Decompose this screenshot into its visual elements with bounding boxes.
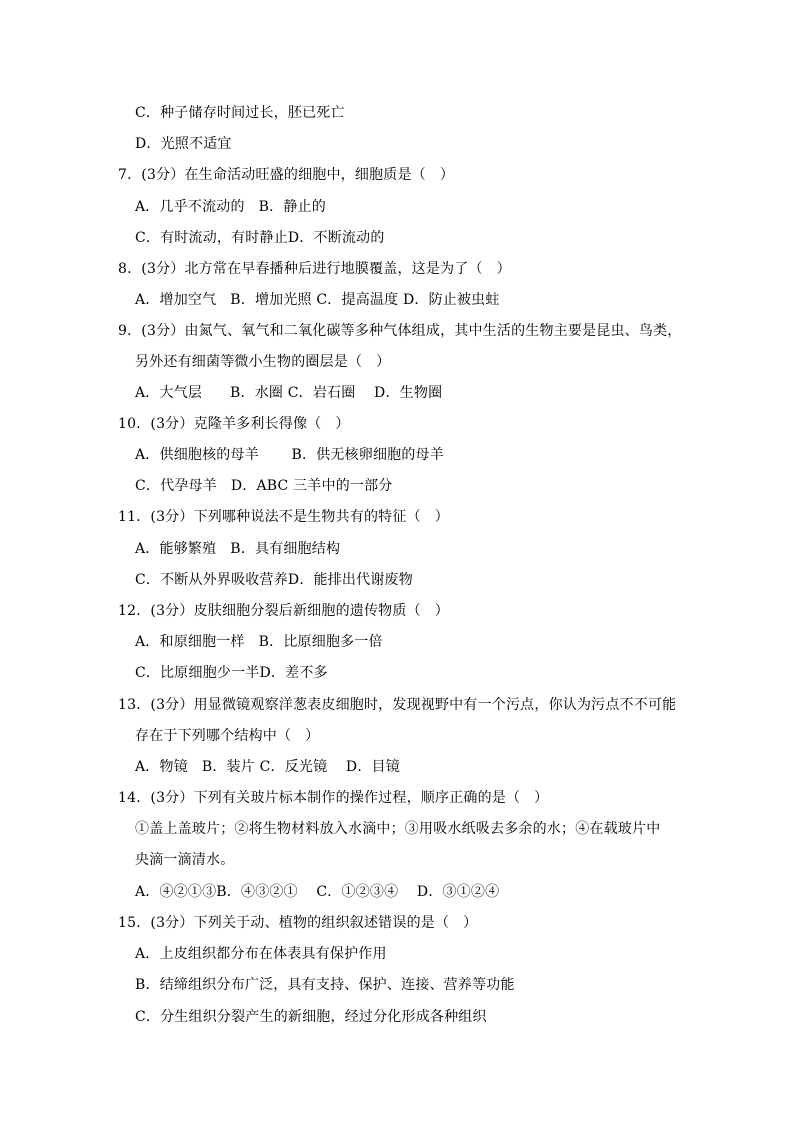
- option-line: C．有时流动，有时静止D．不断流动的: [135, 230, 385, 246]
- option-line: A．物镜 B．装片 C．反光镜 D．目镜: [135, 759, 400, 775]
- question-8: 8．(3分）北方常在早春播种后进行地膜覆盖，这是为了（ ）: [118, 261, 511, 277]
- option-line: D．光照不适宜: [135, 136, 232, 152]
- question-continuation: 另外还有细菌等微小生物的圈层是（ ）: [135, 354, 391, 370]
- option-line: A．供细胞核的母羊 B．供无核卵细胞的母羊: [135, 447, 444, 463]
- question-11: 11．(3分）下列哪种说法不是生物共有的特征（ ）: [118, 509, 449, 525]
- option-line: C．比原细胞少一半D．差不多: [135, 665, 328, 681]
- option-line: C．分生组织分裂产生的新细胞，经过分化形成各种组织: [135, 1009, 487, 1025]
- option-line: C．不断从外界吸收营养D．能排出代谢废物: [135, 572, 413, 588]
- question-9: 9．(3分）由氮气、氧气和二氧化碳等多种气体组成，其中生活的生物主要是昆虫、鸟类，: [118, 323, 682, 339]
- option-line: C．代孕母羊 D．ABC 三羊中的一部分: [135, 478, 393, 494]
- option-line: A．和原细胞一样 B．比原细胞多一倍: [135, 634, 383, 650]
- option-line: A．④②①③B．④③②① C．①②③④ D．③①②④: [135, 884, 500, 900]
- question-continuation: ①盖上盖玻片；②将生物材料放入水滴中；③用吸水纸吸去多余的水；④在载玻片中: [135, 821, 661, 837]
- question-13: 13．(3分）用显微镜观察洋葱表皮细胞时，发现视野中有一个污点，你认为污点不不可能: [118, 697, 677, 713]
- option-line: A．能够繁殖 B．具有细胞结构: [135, 541, 341, 557]
- option-line: A．几乎不流动的 B．静止的: [135, 199, 326, 215]
- question-12: 12．(3分）皮肤细胞分裂后新细胞的遗传物质（ ）: [118, 603, 449, 619]
- option-line: A．大气层 B．水圈 C．岩石圈 D．生物圈: [135, 385, 443, 401]
- question-7: 7．(3分）在生命活动旺盛的细胞中，细胞质是（ ）: [118, 167, 455, 183]
- option-line: C．种子储存时间过长，胚已死亡: [135, 105, 345, 121]
- option-line: A．增加空气 B．增加光照 C．提高温度 D．防止被虫蛀: [135, 292, 500, 308]
- question-15: 15．(3分）下列关于动、植物的组织叙述错误的是（ ）: [118, 915, 478, 931]
- question-14: 14．(3分）下列有关玻片标本制作的操作过程，顺序正确的是（ ）: [118, 790, 549, 806]
- question-continuation: 存在于下列哪个结构中（ ）: [135, 728, 320, 744]
- question-10: 10．(3分）克隆羊多利长得像（ ）: [118, 416, 350, 432]
- option-line: A．上皮组织都分布在体表具有保护作用: [135, 946, 387, 962]
- option-line: B．结缔组织分布广泛，具有支持、保护、连接、营养等功能: [135, 977, 515, 993]
- question-continuation: 央滴一滴清水。: [135, 852, 235, 868]
